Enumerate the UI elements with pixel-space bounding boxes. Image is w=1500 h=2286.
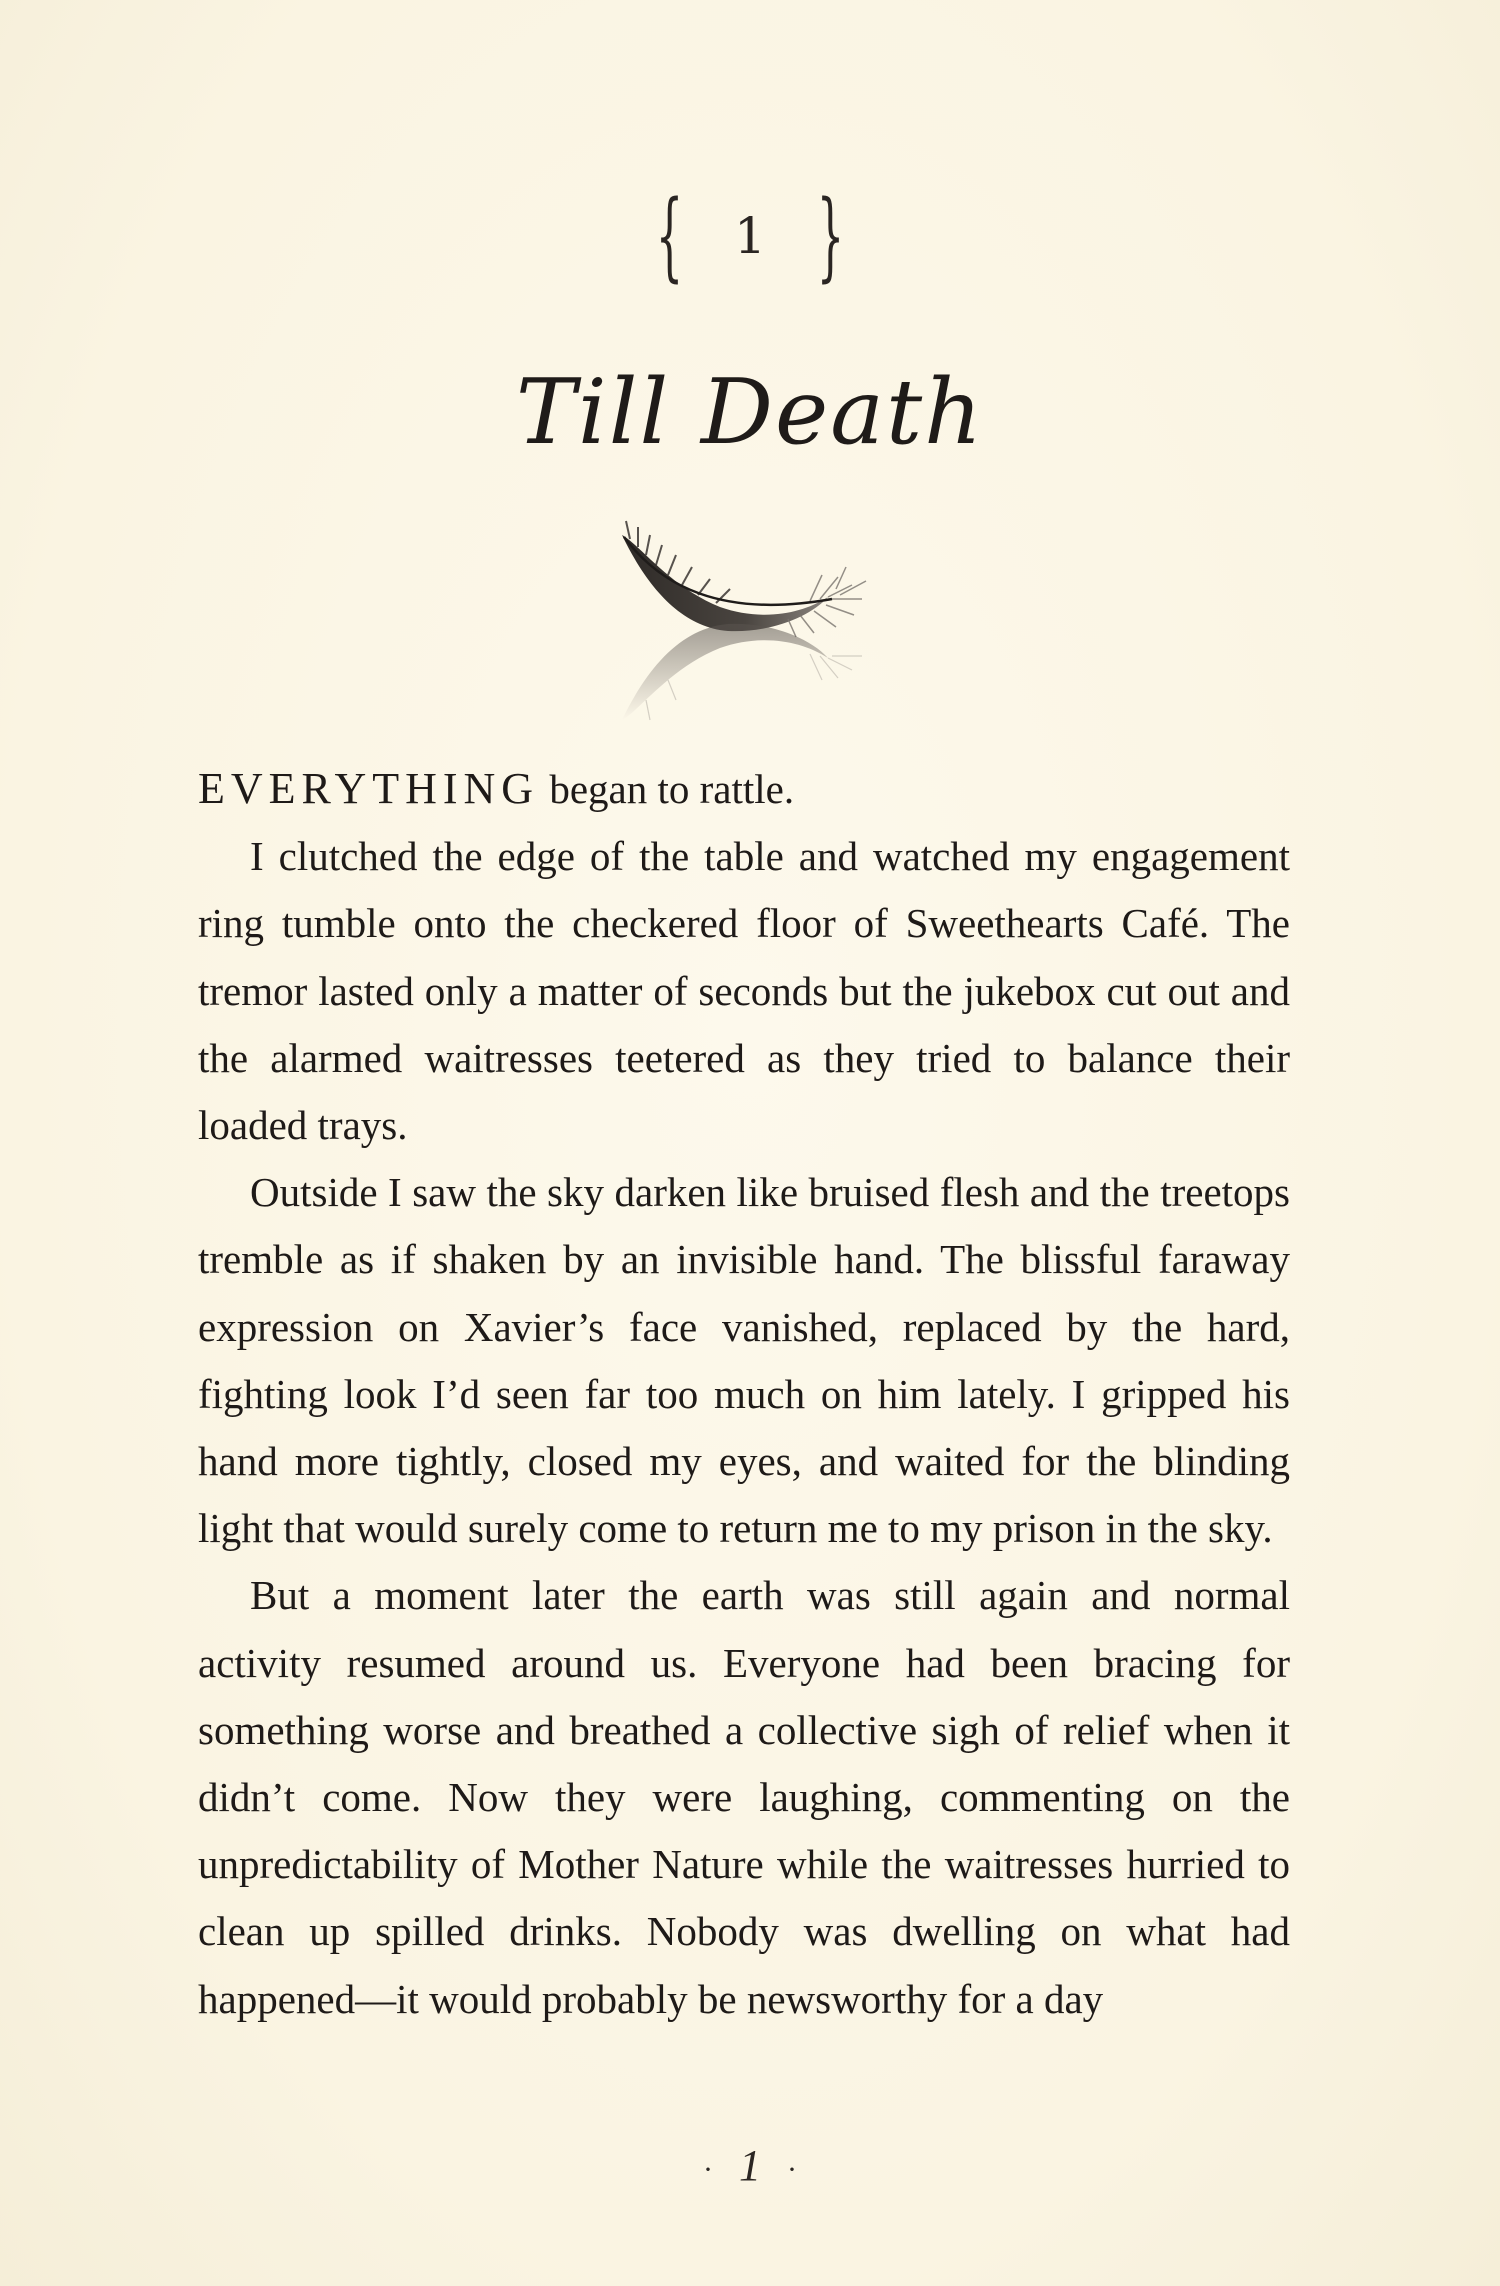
chapter-number (0, 180, 1500, 292)
paragraph: But a moment later the earth was still again and normal activity resumed around us. Everyone had been bracing for something worse and breathed a collective sigh of relief when it didn’t come. Now they were laughing, commenting on the unpredictability of Mother Nature while the waitresses hurried to clean up spilled drinks. Nobody was dwelling on what had happened—it would probably be newsworthy for a day (198, 1572, 1290, 2022)
left-brace-icon: { (655, 180, 684, 292)
feather-icon (600, 515, 900, 730)
paragraph: Outside I saw the sky darken like bruised flesh and the treetops tremble as if shaken by an invisible hand. The blissful faraway expression on Xavier’s face vanished, replaced by the hard, fighting look I’d seen far too much on him lately. I gripped his hand more tightly, closed my eyes, and waited for the blinding light that would surely come to return me to my prison in the sky. (198, 1169, 1290, 1552)
chapter-number-digit: 1 (734, 207, 766, 265)
chapter-title: Till Death (515, 360, 985, 465)
chapter-body (198, 755, 1290, 2033)
folio-dot-left: · (703, 2152, 713, 2186)
opening-rest: began to rattle. (539, 766, 795, 812)
folio-dot-right: · (787, 2152, 797, 2186)
page-number (0, 2140, 1500, 2191)
opening-word: EVERYTHING (198, 764, 540, 813)
paragraph: I clutched the edge of the table and watched my engagement ring tumble onto the checkered floor of Sweethearts Café. The tremor lasted only a matter of seconds but the jukebox cut out and the alarmed waitresses teetered as they tried to balance their loaded trays. (198, 833, 1290, 1149)
opening-paragraph (198, 755, 1290, 823)
page-number-value: 1 (739, 2141, 761, 2190)
right-brace-icon: } (816, 180, 845, 292)
